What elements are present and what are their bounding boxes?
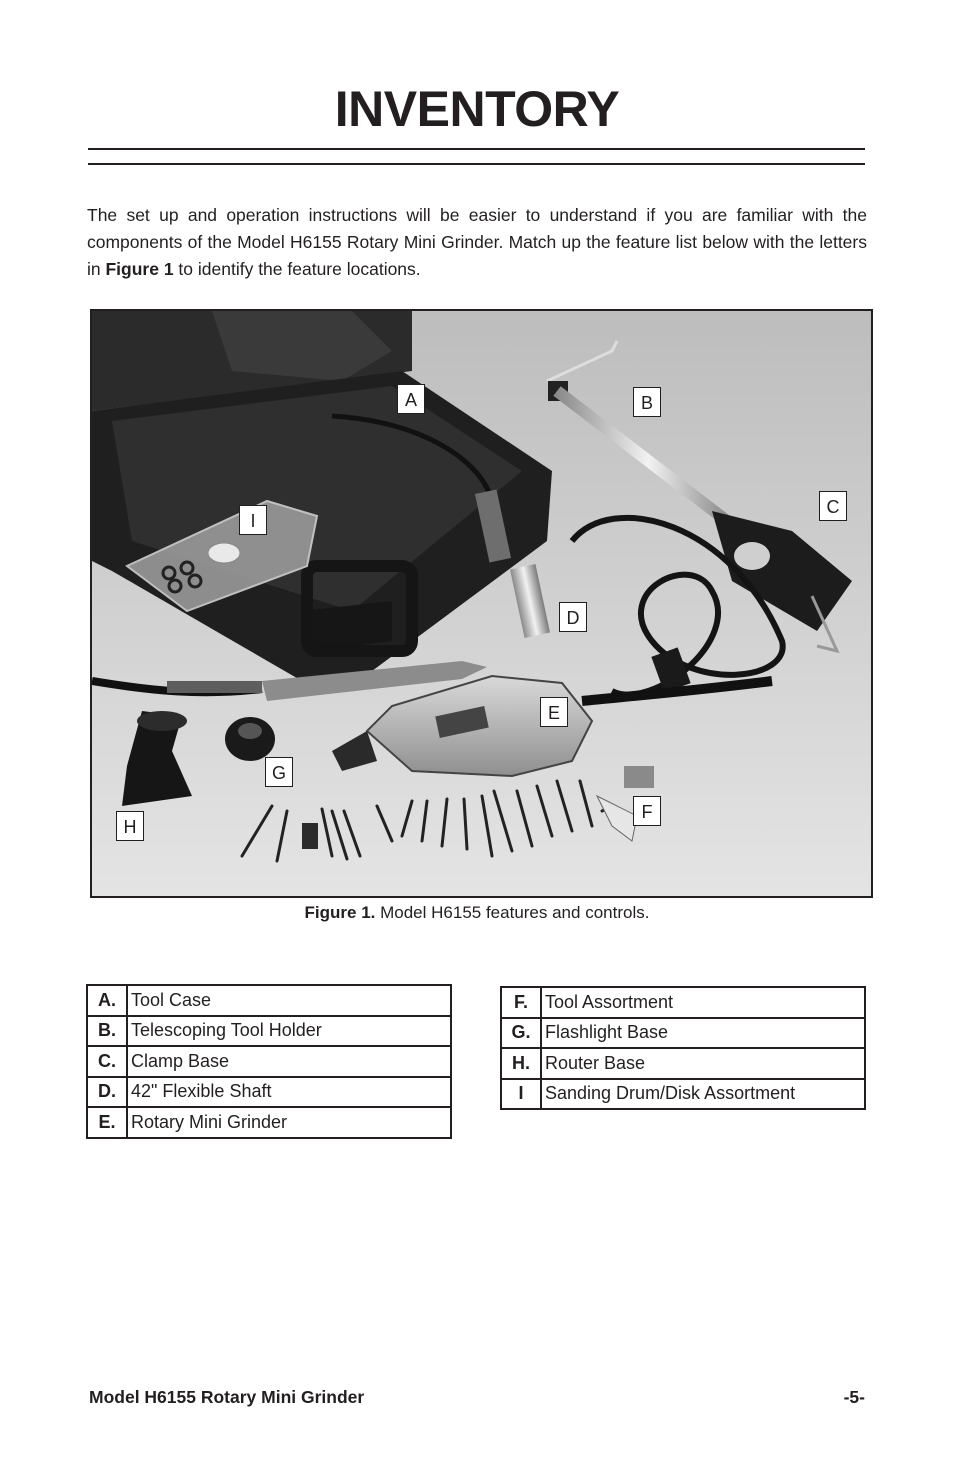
table-row — [87, 1107, 451, 1138]
callout-d: D — [559, 602, 587, 632]
title-rule-bottom — [88, 163, 865, 165]
figure-1-photo — [90, 309, 873, 898]
feature-letter: C. — [87, 1046, 127, 1077]
feature-table-right — [500, 986, 866, 1110]
table-row — [501, 1079, 865, 1110]
table-row — [501, 1018, 865, 1049]
feature-letter: D. — [87, 1077, 127, 1108]
feature-name: Router Base — [541, 1048, 865, 1079]
feature-table-left — [86, 984, 452, 1139]
feature-letter: E. — [87, 1107, 127, 1138]
feature-letter: I — [501, 1079, 541, 1110]
product-photo-illustration — [92, 311, 871, 896]
feature-name: Rotary Mini Grinder — [127, 1107, 451, 1138]
table-row — [87, 1046, 451, 1077]
caption-label: Figure 1. — [304, 903, 376, 922]
feature-letter: H. — [501, 1048, 541, 1079]
feature-letter: G. — [501, 1018, 541, 1049]
feature-name: Flashlight Base — [541, 1018, 865, 1049]
intro-figure-ref: Figure 1 — [105, 259, 174, 279]
table-row — [87, 1016, 451, 1047]
feature-name: 42" Flexible Shaft — [127, 1077, 451, 1108]
callout-i: I — [239, 505, 267, 535]
page-title: INVENTORY — [334, 81, 620, 137]
table-row — [501, 987, 865, 1018]
feature-letter: A. — [87, 985, 127, 1016]
feature-name: Clamp Base — [127, 1046, 451, 1077]
footer-page-number: -5- — [843, 1387, 865, 1407]
callout-a: A — [397, 384, 425, 414]
flashlight-base-shape — [225, 717, 275, 761]
callout-b: B — [633, 387, 661, 417]
footer-model-name: Model H6155 Rotary Mini Grinder — [89, 1387, 365, 1407]
title-rule-top — [88, 148, 865, 150]
feature-name: Sanding Drum/Disk Assortment — [541, 1079, 865, 1110]
callout-h: H — [116, 811, 144, 841]
table-row — [87, 1077, 451, 1108]
feature-name: Telescoping Tool Holder — [127, 1016, 451, 1047]
intro-text-start: The set up and operation instructions will be easier to understand if you are familiar with the components of the Model H6155 Rotary Mini Grinder. Match up the feature list below with the letters in — [87, 205, 867, 279]
feature-letter: B. — [87, 1016, 127, 1047]
feature-name: Tool Case — [127, 985, 451, 1016]
callout-e: E — [540, 697, 568, 727]
table-row — [87, 985, 451, 1016]
callout-c: C — [819, 491, 847, 521]
intro-text-end: to identify the feature locations. — [173, 259, 421, 279]
table-row — [501, 1048, 865, 1079]
feature-name: Tool Assortment — [541, 987, 865, 1018]
callout-f: F — [633, 796, 661, 826]
intro-paragraph — [87, 202, 867, 283]
figure-caption — [0, 903, 954, 923]
caption-text: Model H6155 features and controls. — [375, 903, 650, 922]
feature-letter: F. — [501, 987, 541, 1018]
callout-g: G — [265, 757, 293, 787]
